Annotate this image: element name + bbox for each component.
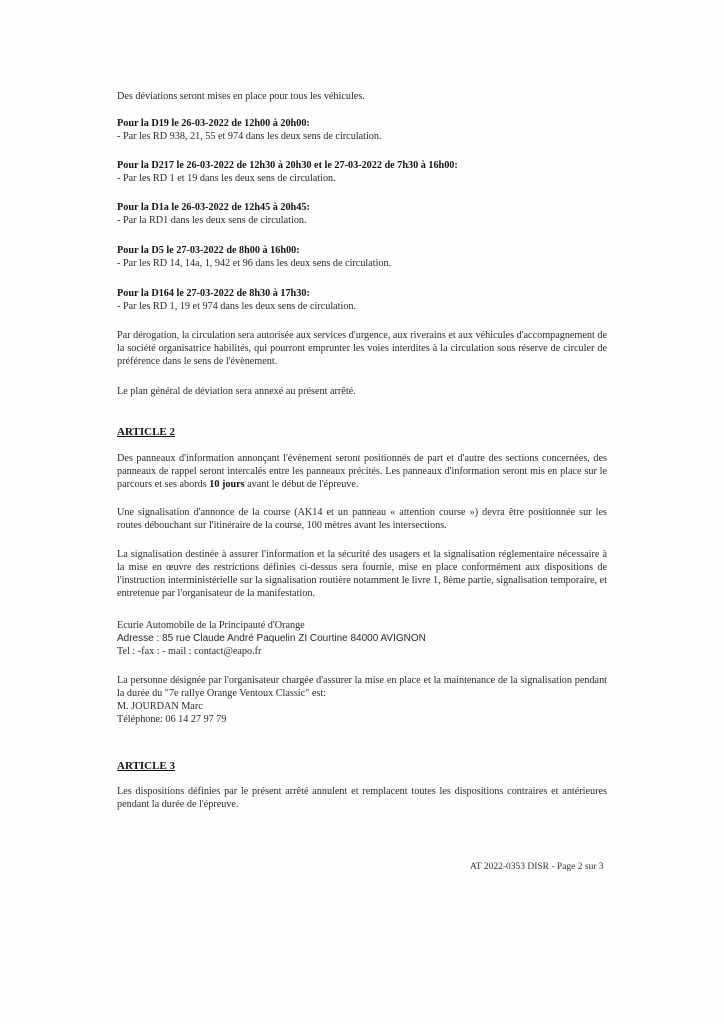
article-2-paragraph-1: [117, 452, 607, 491]
deviation-detail: - Par les RD 938, 21, 55 et 974 dans les deux sens de circulation.: [117, 131, 382, 142]
article-2-p2-text: Une signalisation d'annonce de la course (AK14 et un panneau « attention course ») devra être positionnée sur les routes débouchant sur l'itinéraire de la course, 100 mètres avant les intersections.: [117, 507, 607, 531]
article-3-p1-text: Les dispositions définies par le présent arrêté annulent et remplacent toutes les dispositions contraires et antérieures pendant la durée de l'épreuve.: [117, 786, 607, 810]
page-footer: AT 2022-0353 DISR - Page 2 sur 3: [470, 862, 604, 872]
deviation-title: Pour la D164 le 27-03-2022 de 8h30 à 17h30:: [117, 288, 310, 299]
plan-text: Le plan général de déviation sera annexé au présent arrêté.: [117, 386, 356, 397]
intro-paragraph: [117, 90, 607, 103]
article-2-heading: ARTICLE 2: [117, 426, 175, 438]
deviation-detail: - Par la RD1 dans les deux sens de circulation.: [117, 215, 307, 226]
deviation-d19: [117, 117, 607, 143]
derogation-paragraph: [117, 329, 607, 368]
article-2-p1-bold: 10 jours: [209, 479, 245, 490]
article-2-p4-text: La personne désignée par l'organisateur chargée d'assurer la mise en place et la maintenance de la signalisation pendant la durée du "7e rallye Orange Ventoux Classic" est:: [117, 675, 607, 699]
article-3-heading: ARTICLE 3: [117, 760, 175, 772]
contact-phone: Téléphone: 06 14 27 97 79: [117, 714, 227, 725]
organizer-contact: Tel : -fax : - mail : contact@eapo.fr: [117, 646, 262, 657]
deviation-d164: [117, 287, 607, 313]
deviation-title: Pour la D19 le 26-03-2022 de 12h00 à 20h00:: [117, 118, 310, 129]
derogation-text: Par dérogation, la circulation sera autorisée aux services d'urgence, aux riverains et aux véhicules d'accompagnement de la société organisatrice habilités, qui pourront emprunter les voies interdites à la circulation sous réserve de circuler de préférence dans le sens de l'évènement.: [117, 330, 607, 367]
article-2-p3-text: La signalisation destinée à assurer l'information et la sécurité des usagers et la signalisation réglementaire nécessaire à la mise en œuvre des restrictions définies ci-dessus sera fournie, mise en place conformément aux dispositions de l'instruction interministérielle sur la signalisation routière notamment le livre 1, 8ème partie, signalisation temporaire, et entretenue par l'organisateur de la manifestation.: [117, 549, 607, 599]
article-3-heading-block: [117, 760, 607, 773]
article-2-p1-after: avant le début de l'épreuve.: [244, 479, 359, 490]
deviation-title: Pour la D5 le 27-03-2022 de 8h00 à 16h00:: [117, 245, 300, 256]
article-2-paragraph-2: [117, 506, 607, 532]
deviation-detail: - Par les RD 1, 19 et 974 dans les deux sens de circulation.: [117, 301, 357, 312]
article-2-p1-text: [117, 452, 607, 491]
article-2-paragraph-3: [117, 548, 607, 600]
deviation-detail: - Par les RD 14, 14a, 1, 942 et 96 dans les deux sens de circulation.: [117, 258, 392, 269]
deviation-title: Pour la D217 le 26-03-2022 de 12h30 à 20h30 et le 27-03-2022 de 7h30 à 16h00:: [117, 160, 458, 171]
deviation-d5: [117, 244, 607, 270]
article-2-paragraph-4: [117, 674, 607, 726]
plan-paragraph: [117, 385, 607, 398]
deviation-title: Pour la D1a le 26-03-2022 de 12h45 à 20h45:: [117, 202, 310, 213]
deviation-d1a: [117, 201, 607, 227]
organizer-block: [117, 619, 607, 658]
deviation-detail: - Par les RD 1 et 19 dans les deux sens de circulation.: [117, 173, 336, 184]
deviation-d217: [117, 159, 607, 185]
intro-text: Des déviations seront mises en place pour tous les véhicules.: [117, 91, 365, 102]
organizer-address: Adresse : 85 rue Claude André Paquelin ZI Courtine 84000 AVIGNON: [117, 633, 426, 644]
article-3-paragraph-1: [117, 785, 607, 811]
article-2-p1-before: Des panneaux d'information annonçant l'évènement seront positionnés de part et d'autre des sections concernées, des panneaux de rappel seront intercalés entre les panneaux précités. Les panneaux d'information seront mis en place sur le parcours et ses abords: [117, 453, 607, 490]
article-2-heading-block: [117, 426, 607, 439]
contact-person: M. JOURDAN Marc: [117, 701, 203, 712]
organizer-name: Ecurie Automobile de la Principauté d'Orange: [117, 620, 305, 631]
